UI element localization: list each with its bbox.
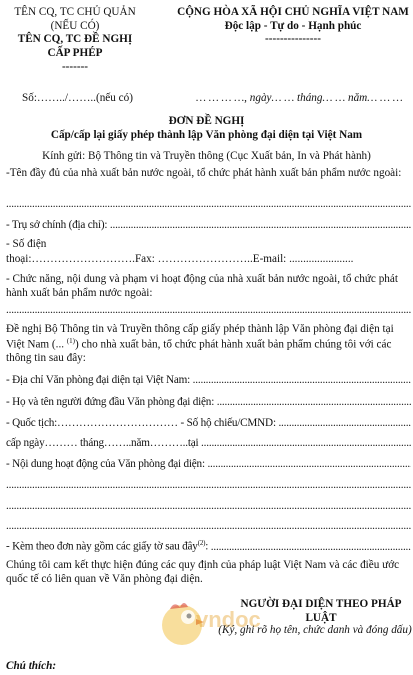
- field-contact: [6, 253, 411, 267]
- field-activities: [6, 458, 411, 472]
- header-right-divider: ---------------: [265, 33, 321, 46]
- field-functions: [6, 273, 409, 300]
- field-office-head-label: - Họ và tên người đứng đầu Văn phòng đại diện:: [6, 396, 215, 408]
- header-left-divider: -------: [61, 60, 89, 73]
- field-functions-label: - Chức năng, nội dung và phạm vi hoạt động của nhà xuất bản nước ngoài, tổ chức phát hành xuất bản phẩm nước ngoài:: [6, 273, 398, 299]
- field-passport-label: - Số hộ chiếu/CMND:: [180, 417, 276, 429]
- footnote-label: Chú thích:: [6, 660, 57, 672]
- field-publisher-name: [6, 167, 409, 181]
- field-publisher-name-label: -Tên đầy đủ của nhà xuất bản nước ngoài, tổ chức phát hành xuất bản phẩm nước ngoài:: [6, 167, 402, 179]
- blank-line[interactable]: [6, 500, 411, 514]
- form-subtitle: Cấp/cấp lại giấy phép thành lập Văn phòng đại diện tại Việt Nam: [50, 129, 363, 141]
- vndoc-watermark: vndoc: [196, 607, 261, 632]
- agency-requesting: TÊN CQ, TC ĐỀ NGHỊ: [17, 33, 133, 46]
- agency-parent-note: (NẾU CÓ): [50, 19, 100, 32]
- document-date: … … … …, ngày… … tháng… … năm… … …: [196, 92, 403, 104]
- request-paragraph: [6, 323, 409, 366]
- form-title: ĐƠN ĐỀ NGHỊ: [168, 115, 245, 127]
- recipient: Kính gửi: Bộ Thông tin và Truyền thông (Cục Xuất bản, In và Phát hành): [42, 150, 371, 162]
- field-nationality: [6, 417, 411, 431]
- blank-line[interactable]: [6, 304, 411, 318]
- header-left: [0, 6, 150, 74]
- agency-requesting-2: CẤP PHÉP: [47, 46, 103, 59]
- blank-line[interactable]: [6, 198, 411, 212]
- field-attachments-label: - Kèm theo đơn này gồm các giấy tờ sau đây: [6, 540, 198, 553]
- field-contact-text: thoại:……………………….Fax: ……………………..E-mail: .......................: [6, 253, 354, 265]
- signature-title: NGƯỜI ĐẠI DIỆN THEO PHÁP LUẬT: [240, 598, 402, 624]
- field-issue-date-label: cấp ngày……… tháng……..năm………..tại: [6, 437, 199, 449]
- footnote-ref-2: (2): [197, 539, 206, 547]
- footnote-ref-1: (1): [66, 336, 76, 345]
- national-title: CỘNG HÒA XÃ HỘI CHỦ NGHĨA VIỆT NAM: [177, 6, 409, 18]
- signature-note: (Ký, ghi rõ họ tên, chức danh và đóng dấu): [218, 624, 412, 636]
- field-phone-label: - Số điện: [6, 238, 47, 250]
- request-text-b: ) cho nhà xuất bản, tổ chức phát hành xuất bản phẩm chúng tôi với các thông tin sau đây:: [6, 338, 392, 365]
- field-headquarters-label: - Trụ sở chính (địa chỉ):: [6, 219, 108, 231]
- field-attachments-colon: :: [205, 540, 209, 553]
- request-text-a: Đề nghị Bộ Thông tin và Truyền thông cấp giấy phép thành lập Văn phòng đại diện tại Việt Nam (...: [6, 323, 394, 351]
- commitment-paragraph: [6, 559, 409, 586]
- document-number: Số:……../……..(nếu có): [22, 92, 133, 104]
- field-office-address: [6, 374, 411, 388]
- field-nationality-label: - Quốc tịch:……………………………: [6, 417, 178, 429]
- field-attachments: [6, 539, 411, 554]
- blank-line[interactable]: [6, 520, 411, 534]
- field-issue-date: [6, 437, 411, 451]
- national-motto: Độc lập - Tự do - Hạnh phúc: [224, 19, 362, 32]
- commitment-text: Chúng tôi cam kết thực hiện đúng các quy định của pháp luật Việt Nam và các điều ước quốc tế có liên quan về Văn phòng đại diện.: [6, 559, 400, 585]
- field-office-address-label: - Địa chỉ Văn phòng đại diện tại Việt Nam:: [6, 374, 191, 386]
- field-office-head: [6, 396, 411, 410]
- header-right: [162, 6, 413, 47]
- field-headquarters: [6, 219, 411, 233]
- agency-parent: TÊN CQ, TC CHỦ QUẢN: [14, 6, 136, 18]
- field-activities-label: - Nội dung hoạt động của Văn phòng đại diện:: [6, 458, 205, 470]
- blank-line[interactable]: [6, 479, 411, 493]
